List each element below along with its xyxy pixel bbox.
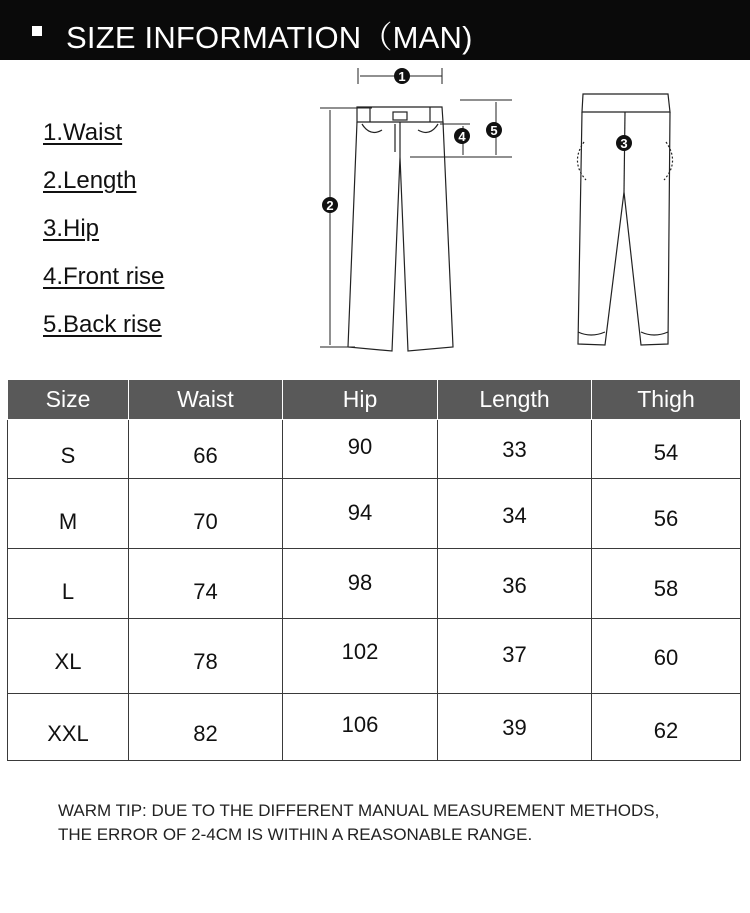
cell-length-value: 34	[502, 502, 527, 528]
cell-length	[438, 479, 592, 549]
cell-length-value: 37	[502, 642, 527, 667]
cell-hip	[283, 479, 438, 549]
back-pants-illustration	[577, 94, 672, 345]
cell-hip-value: 102	[341, 639, 379, 664]
cell-waist-value: 82	[193, 721, 218, 746]
cell-thigh	[592, 479, 741, 549]
cell-hip	[283, 619, 438, 694]
pants-diagram	[300, 62, 720, 362]
cell-length	[438, 420, 592, 479]
cell-length-value: 33	[502, 437, 527, 462]
cell-waist	[129, 479, 283, 549]
legend-item-back-rise: 5.Back rise	[43, 311, 162, 338]
table-row	[8, 420, 741, 479]
page-title: SIZE INFORMATION（MAN)	[66, 20, 473, 55]
cell-hip-value: 106	[341, 712, 379, 737]
header-thigh: Thigh	[592, 380, 741, 420]
header-banner	[0, 0, 750, 60]
cell-thigh-value: 58	[653, 575, 679, 601]
marker-3: 3	[620, 136, 628, 151]
cell-hip	[283, 694, 438, 761]
cell-waist-value: 78	[193, 649, 218, 674]
cell-hip	[283, 549, 438, 619]
cell-size-value: S	[60, 443, 76, 468]
cell-thigh-value: 60	[653, 645, 679, 670]
cell-length-value: 36	[502, 572, 527, 598]
cell-hip-value: 90	[347, 434, 373, 459]
legend-item-length: 2.Length	[43, 167, 137, 194]
cell-size	[8, 479, 129, 549]
cell-waist	[129, 619, 283, 694]
cell-length	[438, 694, 592, 761]
cell-thigh	[592, 619, 741, 694]
table-row	[8, 479, 741, 549]
cell-waist-value: 74	[193, 578, 218, 604]
cell-size-value: XL	[54, 649, 82, 674]
legend-item-hip: 3.Hip	[43, 215, 100, 242]
cell-waist-value: 66	[193, 443, 218, 468]
header-length: Length	[438, 380, 592, 420]
dimension-lines	[320, 68, 512, 347]
cell-length-value: 39	[502, 715, 527, 740]
cell-size	[8, 619, 129, 694]
cell-size-value: M	[58, 508, 78, 534]
cell-size-value: XXL	[47, 721, 89, 746]
measurement-legend	[43, 118, 164, 358]
cell-size	[8, 420, 129, 479]
table-row	[8, 694, 741, 761]
table-row	[8, 619, 741, 694]
cell-size-value: L	[61, 578, 75, 604]
warm-tip-line-2: THE ERROR OF 2-4CM IS WITHIN A REASONABLE RANGE.	[58, 825, 533, 844]
cell-thigh	[592, 549, 741, 619]
bullet-square-icon	[32, 26, 42, 36]
cell-thigh-value: 54	[653, 440, 679, 465]
cell-hip-value: 98	[347, 569, 373, 595]
front-pants-illustration	[348, 107, 453, 351]
dimension-markers	[322, 68, 632, 213]
cell-hip	[283, 420, 438, 479]
header-waist: Waist	[129, 380, 283, 420]
marker-5: 5	[490, 123, 498, 138]
cell-waist-value: 70	[193, 508, 218, 534]
table-header-row	[8, 380, 741, 420]
cell-waist	[129, 420, 283, 479]
header-size: Size	[8, 380, 129, 420]
cell-length	[438, 619, 592, 694]
table-row	[8, 549, 741, 619]
marker-2: 2	[326, 198, 334, 213]
cell-thigh-value: 62	[653, 718, 679, 743]
cell-waist	[129, 549, 283, 619]
legend-item-front-rise: 4.Front rise	[43, 263, 165, 290]
cell-size	[8, 694, 129, 761]
marker-4: 4	[458, 129, 466, 144]
marker-1: 1	[398, 69, 406, 84]
legend-item-waist: 1.Waist	[43, 119, 123, 146]
warm-tip	[58, 799, 659, 847]
cell-thigh	[592, 694, 741, 761]
cell-waist	[129, 694, 283, 761]
size-table	[7, 379, 741, 761]
header-hip: Hip	[283, 380, 438, 420]
cell-length	[438, 549, 592, 619]
warm-tip-line-1: WARM TIP: DUE TO THE DIFFERENT MANUAL MEASUREMENT METHODS,	[58, 801, 660, 820]
cell-thigh-value: 56	[653, 505, 679, 531]
cell-thigh	[592, 420, 741, 479]
cell-hip-value: 94	[347, 499, 373, 525]
cell-size	[8, 549, 129, 619]
